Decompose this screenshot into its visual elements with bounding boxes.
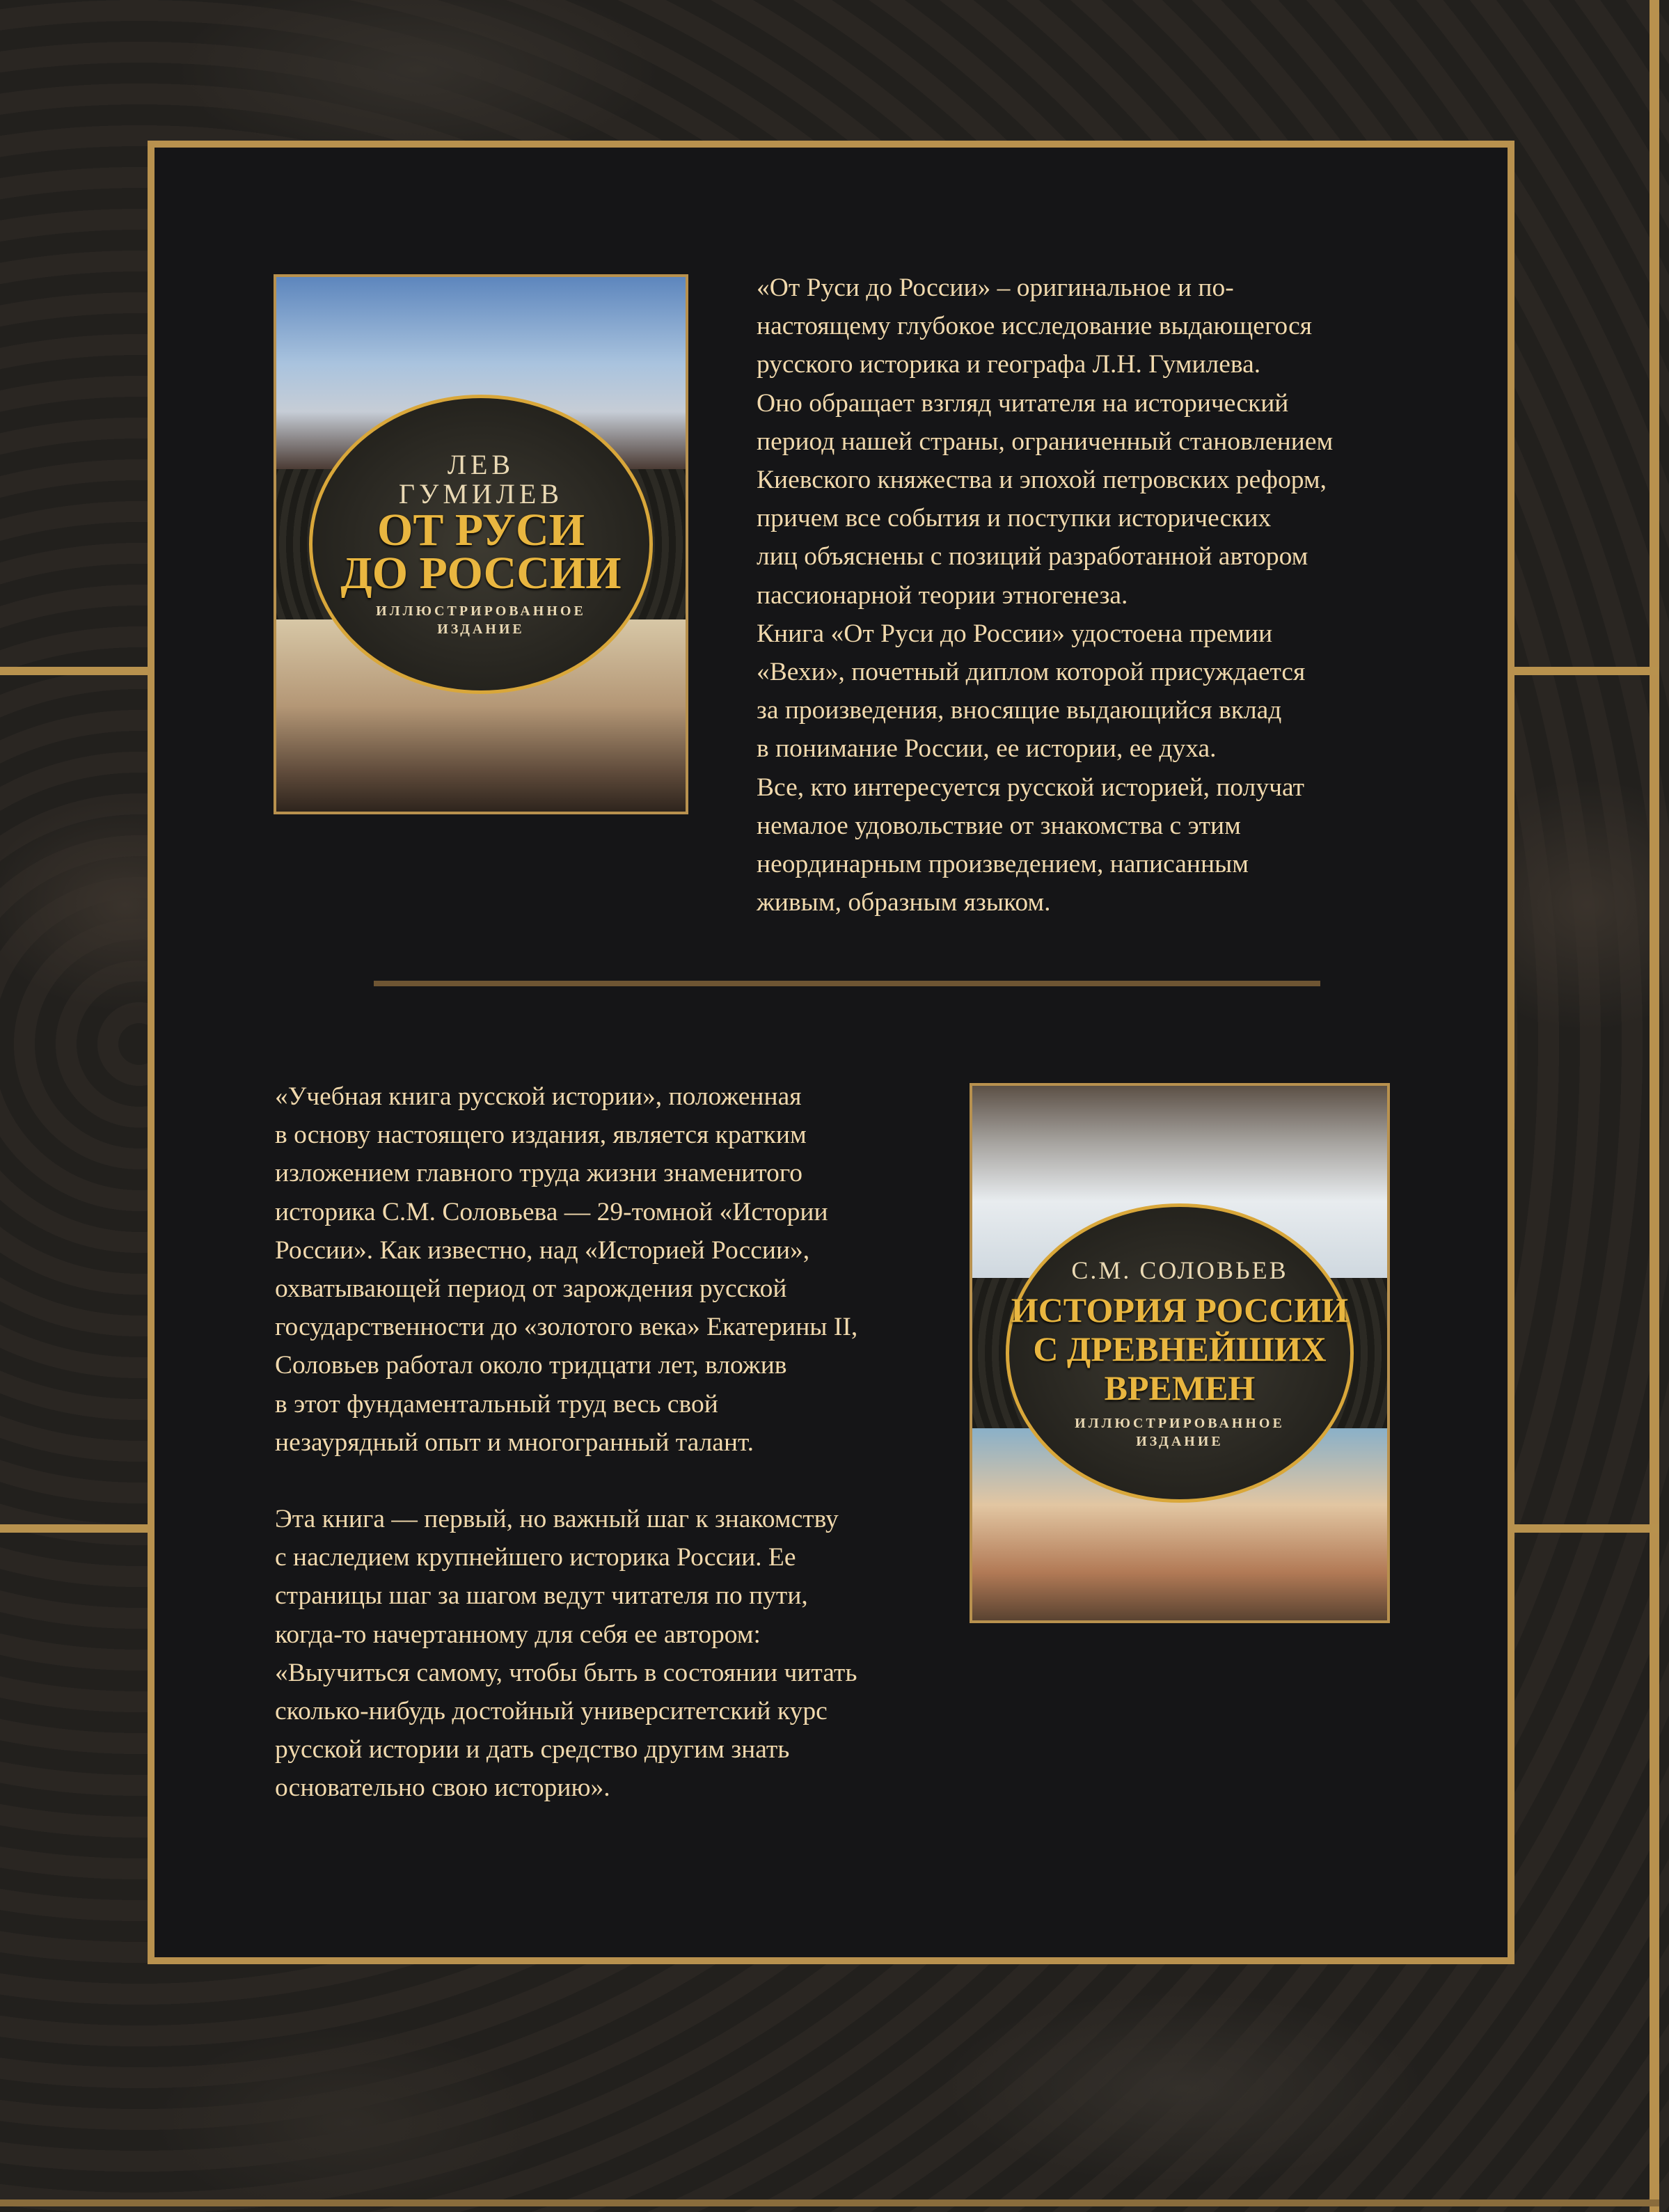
- section-divider: [374, 981, 1320, 986]
- text-line: Все, кто интересуется русской историей, получат: [757, 773, 1305, 802]
- cover-title-medallion: [309, 395, 653, 694]
- text-line: «Выучиться самому, чтобы быть в состоянии читать: [275, 1658, 857, 1687]
- text-line: пассионарной теории этногенеза.: [757, 580, 1128, 610]
- text-line: за произведения, вносящие выдающийся вклад: [757, 696, 1282, 725]
- cover-subtitle: ИЛЛЮСТРИРОВАННОЕ ИЗДАНИЕ: [376, 603, 586, 637]
- text-line: период нашей страны, ограниченный становлением: [757, 427, 1334, 456]
- text-line: причем все события и поступки исторических: [757, 504, 1272, 533]
- frame-line-right-lower: [1514, 1524, 1659, 1533]
- cover-author: ГУМИЛЕВ: [398, 477, 564, 509]
- text-line: изложением главного труда жизни знаменитого: [275, 1159, 803, 1188]
- cover-subtitle: ИЛЛЮСТРИРОВАННОЕ ИЗДАНИЕ: [1075, 1415, 1285, 1449]
- cover-title: ИСТОРИЯ РОССИИ: [1011, 1290, 1349, 1329]
- book2-description: [275, 1077, 857, 1808]
- text-line: историка С.М. Соловьева — 29-томной «Истории: [275, 1197, 828, 1226]
- text-line: в понимание России, ее истории, ее духа.: [757, 734, 1217, 764]
- text-line: сколько-нибудь достойный университетский курс: [275, 1697, 828, 1726]
- book-cover-gumilev: [274, 274, 688, 814]
- text-line: незаурядный опыт и многогранный талант.: [275, 1428, 754, 1457]
- outer-frame-bottom: [0, 2199, 1659, 2206]
- text-line: страницы шаг за шагом ведут читателя по пути,: [275, 1581, 808, 1611]
- text-line: в этот фундаментальный труд весь свой: [275, 1389, 718, 1419]
- text-line: когда-то начертанному для себя ее автором:: [275, 1620, 761, 1649]
- text-line: Киевского княжества и эпохой петровских реформ,: [757, 466, 1327, 495]
- text-line: государственности до «золотого века» Екатерины II,: [275, 1313, 858, 1342]
- cover-title: С ДРЕВНЕЙШИХ: [1033, 1329, 1327, 1368]
- cover-title: ДО РОССИИ: [340, 547, 622, 599]
- outer-frame-right: [1650, 0, 1659, 2212]
- cover-author: ЛЕВ: [447, 448, 515, 480]
- text-line: России». Как известно, над «Историей России»,: [275, 1235, 810, 1265]
- frame-line-left-lower: [0, 1524, 148, 1533]
- text-line: настоящему глубокое исследование выдающегося: [757, 312, 1312, 341]
- frame-line-right-upper: [1514, 667, 1659, 675]
- text-line: Книга «От Руси до России» удостоена премии: [757, 619, 1273, 648]
- text-line: русской истории и дать средство другим знать: [275, 1735, 790, 1764]
- text-line: «От Руси до России» – оригинальное и по-: [757, 274, 1234, 302]
- book1-description: [757, 269, 1333, 922]
- text-line: немалое удовольствие от знакомства с этим: [757, 811, 1241, 840]
- text-line: живым, образным языком.: [757, 888, 1051, 917]
- text-line: охватывающей период от зарождения русской: [275, 1274, 787, 1304]
- frame-line-left-upper: [0, 667, 148, 675]
- text-line: основательно свою историю».: [275, 1773, 610, 1803]
- text-line: Соловьев работал около тридцати лет, вложив: [275, 1351, 787, 1380]
- text-line: неординарным произведением, написанным: [757, 850, 1249, 879]
- text-line: русского историка и географа Л.Н. Гумилева.: [757, 350, 1261, 379]
- cover-title-medallion: [1006, 1203, 1354, 1503]
- text-line: «Учебная книга русской истории», положенная: [275, 1082, 802, 1111]
- text-line: с наследием крупнейшего историка России. Ее: [275, 1543, 796, 1572]
- cover-author: С.М. СОЛОВЬЕВ: [1071, 1256, 1288, 1284]
- text-line: Эта книга — первый, но важный шаг к знакомству: [275, 1505, 839, 1534]
- cover-title: ОТ РУСИ: [377, 504, 585, 555]
- paragraph-gap: [275, 1462, 857, 1500]
- text-line: лиц объяснены с позиций разработанной автором: [757, 542, 1308, 571]
- text-line: Оно обращает взгляд читателя на исторический: [757, 388, 1289, 418]
- text-line: «Вехи», почетный диплом которой присуждается: [757, 658, 1306, 687]
- book-cover-solovyov: [970, 1083, 1390, 1623]
- text-line: в основу настоящего издания, является кратким: [275, 1121, 807, 1150]
- cover-title: ВРЕМЕН: [1104, 1368, 1256, 1407]
